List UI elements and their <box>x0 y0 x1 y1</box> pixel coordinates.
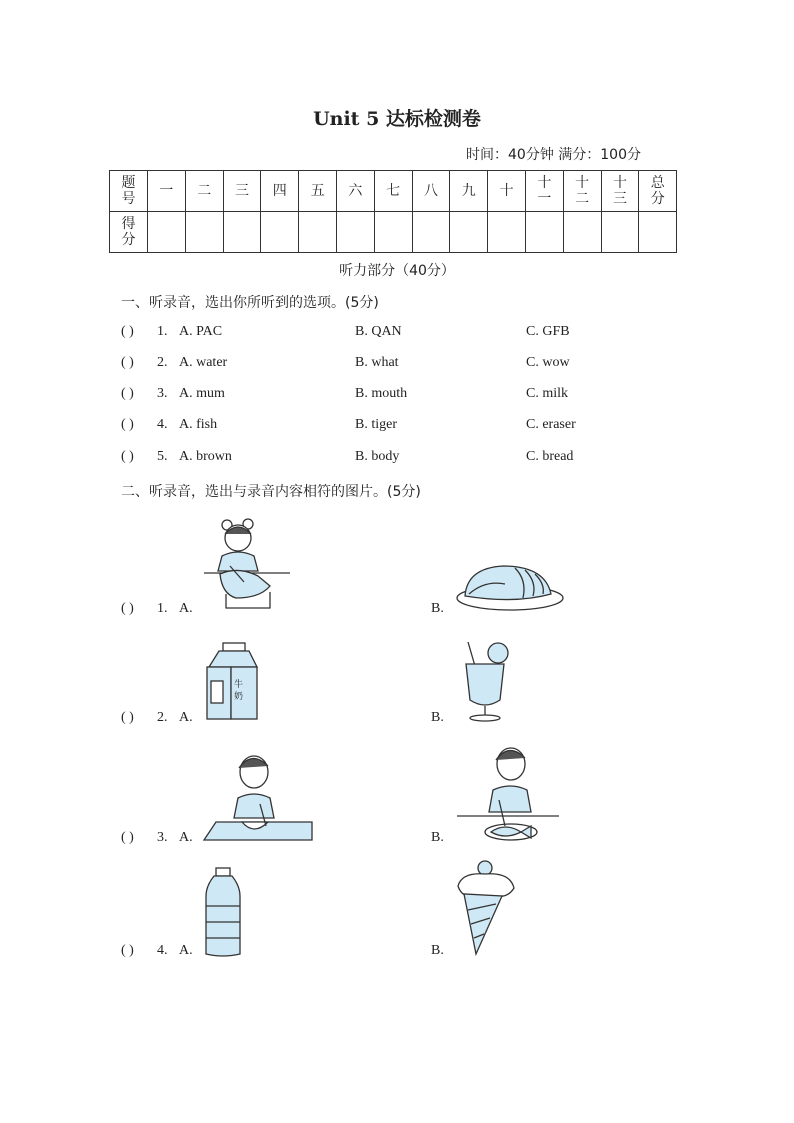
answer-blank[interactable]: ( ) <box>121 417 134 432</box>
score-column-11: 十一 <box>525 171 563 212</box>
option-a: A. water <box>179 355 228 370</box>
score-table-row-score <box>110 212 677 253</box>
option-a: A. <box>179 601 193 616</box>
option-b: B. <box>431 601 444 616</box>
option-a: A. <box>179 830 193 845</box>
score-column-9: 九 <box>450 171 488 212</box>
answer-blank[interactable]: ( ) <box>121 710 134 725</box>
answer-blank[interactable]: ( ) <box>121 449 134 464</box>
score-table-header-cell: 题号 <box>110 171 148 212</box>
option-a: A. brown <box>179 449 232 464</box>
score-column-5: 五 <box>299 171 337 212</box>
score-column-3: 三 <box>223 171 261 212</box>
option-b: B. QAN <box>355 324 402 339</box>
juice-glass-icon <box>458 640 518 722</box>
score-cell[interactable] <box>488 212 526 253</box>
score-row-header-cell: 得分 <box>110 212 148 253</box>
option-c: C. GFB <box>526 324 570 339</box>
option-b: B. <box>431 830 444 845</box>
score-column-6: 六 <box>336 171 374 212</box>
score-cell[interactable] <box>525 212 563 253</box>
question-number: 4. <box>157 417 168 432</box>
score-column-1: 一 <box>148 171 186 212</box>
option-c: C. eraser <box>526 417 576 432</box>
score-column-7: 七 <box>374 171 412 212</box>
option-c: C. milk <box>526 386 569 401</box>
option-b: B. body <box>355 449 400 464</box>
score-cell[interactable] <box>450 212 488 253</box>
time-info: 时间：40分钟 满分：100分 <box>466 147 641 163</box>
score-cell[interactable] <box>336 212 374 253</box>
score-column-8: 八 <box>412 171 450 212</box>
page-title: Unit 5 达标检测卷 <box>313 108 481 130</box>
score-cell[interactable] <box>185 212 223 253</box>
score-cell[interactable] <box>412 212 450 253</box>
score-table <box>109 170 677 253</box>
question-number: 1. <box>157 601 168 616</box>
score-column-13: 十三 <box>601 171 639 212</box>
milk-carton-icon <box>203 641 261 721</box>
score-cell[interactable] <box>299 212 337 253</box>
score-column-12: 十二 <box>563 171 601 212</box>
question-number: 1. <box>157 324 168 339</box>
score-cell[interactable] <box>223 212 261 253</box>
question-number: 5. <box>157 449 168 464</box>
option-c: C. wow <box>526 355 570 370</box>
score-cell[interactable] <box>374 212 412 253</box>
question-number: 3. <box>157 830 168 845</box>
answer-blank[interactable]: ( ) <box>121 830 134 845</box>
answer-blank[interactable]: ( ) <box>121 601 134 616</box>
score-cell[interactable] <box>639 212 677 253</box>
answer-blank[interactable]: ( ) <box>121 324 134 339</box>
section2-title: 二、听录音，选出与录音内容相符的图片。(5分) <box>121 484 421 500</box>
listening-header: 听力部分（40分） <box>339 263 455 279</box>
boy-eating-fish-icon <box>455 740 561 844</box>
section1-title: 一、听录音，选出你所听到的选项。(5分) <box>121 295 379 311</box>
score-cell[interactable] <box>601 212 639 253</box>
score-cell[interactable] <box>148 212 186 253</box>
score-column-4: 四 <box>261 171 299 212</box>
option-c: C. bread <box>526 449 574 464</box>
score-cell[interactable] <box>563 212 601 253</box>
water-bottle-icon <box>200 866 246 958</box>
question-number: 3. <box>157 386 168 401</box>
milk-label-2: 奶 <box>234 692 244 702</box>
score-cell[interactable] <box>261 212 299 253</box>
option-a: A. mum <box>179 386 225 401</box>
question-number: 2. <box>157 710 168 725</box>
option-b: B. what <box>355 355 399 370</box>
option-a: A. <box>179 710 193 725</box>
score-column-2: 二 <box>185 171 223 212</box>
option-b: B. tiger <box>355 417 397 432</box>
boy-eating-bowl-icon <box>202 746 314 842</box>
option-a: A. PAC <box>179 324 223 339</box>
option-a: A. fish <box>179 417 218 432</box>
bread-loaf-icon <box>455 560 565 614</box>
option-b: B. <box>431 710 444 725</box>
question-number: 2. <box>157 355 168 370</box>
score-column-10: 十 <box>488 171 526 212</box>
ice-cream-icon <box>452 858 518 958</box>
milk-label-1: 牛 <box>234 680 244 690</box>
option-b: B. mouth <box>355 386 408 401</box>
answer-blank[interactable]: ( ) <box>121 355 134 370</box>
question-number: 4. <box>157 943 168 958</box>
option-b: B. <box>431 943 444 958</box>
score-column-total: 总分 <box>639 171 677 212</box>
answer-blank[interactable]: ( ) <box>121 943 134 958</box>
option-a: A. <box>179 943 193 958</box>
girl-cutting-bread-icon <box>200 516 294 612</box>
score-table-row-header <box>110 171 677 212</box>
answer-blank[interactable]: ( ) <box>121 386 134 401</box>
